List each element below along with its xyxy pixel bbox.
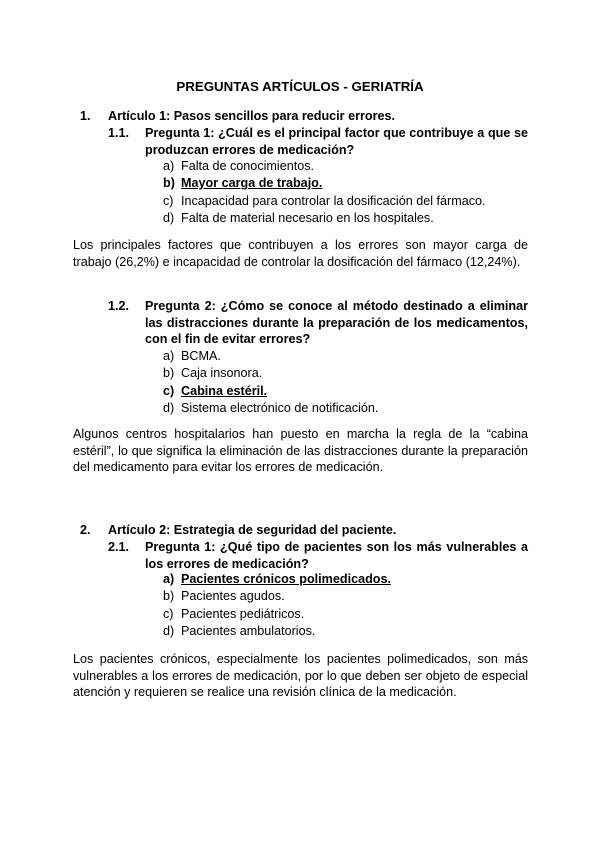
article-title: Artículo 1: Pasos sencillos para reducir errores. [108,109,395,123]
options-list [163,571,391,640]
article-number: 2. [80,523,91,537]
question [108,125,528,158]
question-text: Pregunta 2: ¿Cómo se conoce al método destinado a eliminar las distracciones durante la preparación de los medicamentos, con el fin de evitar errores? [145,299,528,346]
question-number: 1.2. [108,299,130,313]
question [108,539,528,572]
option-d: d) Falta de material necesario en los hospitales. [163,210,434,225]
option-b: b) Caja insonora. [163,366,263,381]
option-c-correct: c) Cabina estéril. [163,383,268,398]
question [108,298,528,348]
option-d: d) Pacientes ambulatorios. [163,623,316,638]
options-list [163,348,378,417]
explanation-paragraph: Los principales factores que contribuyen a los errores son mayor carga de trabajo (26,2%) e incapacidad de controlar la dosificación del fármaco (12,24%). [73,238,528,269]
option-c: c) Incapacidad para controlar la dosificación del fármaco. [163,193,486,208]
option-b-correct: b) Mayor carga de trabajo. [163,176,323,191]
page-title: PREGUNTAS ARTÍCULOS - GERIATRÍA [176,79,424,94]
option-a: a) Falta de conocimientos. [163,159,315,173]
article-heading [80,522,396,539]
option-a-correct: a) Pacientes crónicos polimedicados. [163,572,391,586]
explanation-paragraph: Los pacientes crónicos, especialmente los pacientes polimedicados, son más vulnerables a los errores de medicación, por lo que deben ser objeto de especial atención y requieren se realice una revisión clínica de la medicación. [73,652,528,699]
question-number: 1.1. [108,126,130,140]
option-d: d) Sistema electrónico de notificación. [163,400,379,415]
article-heading [80,108,395,125]
question-text: Pregunta 1: ¿Qué tipo de pacientes son los más vulnerables a los errores de medicación? [145,540,528,571]
article-title: Artículo 2: Estrategia de seguridad del paciente. [108,523,397,537]
option-b: b) Pacientes agudos. [163,589,285,604]
article-number: 1. [80,109,91,123]
option-c: c) Pacientes pediátricos. [163,606,305,621]
options-list [163,158,486,227]
question-text: Pregunta 1: ¿Cuál es el principal factor que contribuye a que se produzcan errores de medicación? [145,126,528,157]
question-number: 2.1. [108,540,130,554]
option-a: a) BCMA. [163,349,221,363]
explanation-paragraph: Algunos centros hospitalarios han puesto en marcha la regla de la “cabina estéril”, lo que significa la eliminación de las distracciones durante la preparación del medicamento para evitar los errores de medicación. [73,427,528,474]
